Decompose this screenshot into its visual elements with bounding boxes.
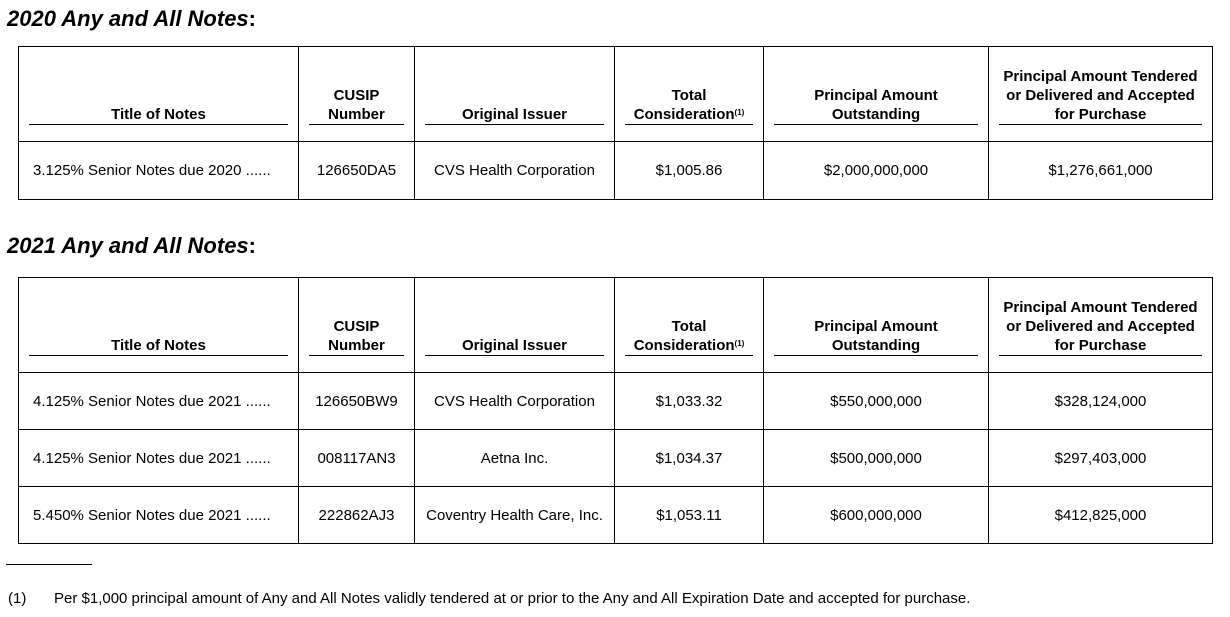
table-row — [19, 487, 1213, 544]
cell-outstanding: $600,000,000 — [764, 487, 989, 544]
cell-consideration: $1,005.86 — [615, 142, 764, 200]
column-header-consideration: Total Consideration$^{(1)}$ — [615, 278, 764, 373]
column-header-outstanding: Principal Amount Outstanding — [764, 278, 989, 373]
cell-accepted: $328,124,000 — [989, 373, 1213, 430]
column-header-accepted: Principal Amount Tendered or Delivered and Accepted for Purchase — [989, 47, 1213, 142]
column-header-issuer: Original Issuer — [415, 278, 615, 373]
cell-consideration: $1,034.37 — [615, 430, 764, 487]
table-header-row — [19, 278, 1213, 373]
cell-consideration: $1,033.32 — [615, 373, 764, 430]
table-row — [19, 373, 1213, 430]
cell-issuer: CVS Health Corporation — [415, 373, 615, 430]
footnote-text: Per $1,000 principal amount of Any and All Notes validly tendered at or prior to the Any and All Expiration Date and accepted for purchase. — [54, 590, 971, 607]
cell-accepted: $297,403,000 — [989, 430, 1213, 487]
column-header-cusip: CUSIP Number — [299, 278, 415, 373]
cell-issuer: Aetna Inc. — [415, 430, 615, 487]
footnote-divider — [6, 564, 92, 565]
cell-cusip: 126650BW9 — [299, 373, 415, 430]
column-header-accepted: Principal Amount Tendered or Delivered and Accepted for Purchase — [989, 278, 1213, 373]
column-header-title: Title of Notes — [19, 47, 299, 142]
section-heading-2021 — [7, 233, 256, 259]
cell-title: 4.125% Senior Notes due 2021 ...... — [19, 373, 299, 430]
table-header-row — [19, 47, 1213, 142]
cell-accepted: $1,276,661,000 — [989, 142, 1213, 200]
cell-outstanding: $500,000,000 — [764, 430, 989, 487]
cell-issuer: Coventry Health Care, Inc. — [415, 487, 615, 544]
column-header-title: Title of Notes — [19, 278, 299, 373]
footnote-mark: (1) — [734, 108, 745, 117]
cell-issuer: CVS Health Corporation — [415, 142, 615, 200]
table-row — [19, 430, 1213, 487]
notes-table-2020 — [18, 46, 1213, 200]
footnote — [8, 590, 970, 607]
column-header-outstanding: Principal Amount Outstanding — [764, 47, 989, 142]
cell-cusip: 126650DA5 — [299, 142, 415, 200]
column-header-issuer: Original Issuer — [415, 47, 615, 142]
cell-title: 3.125% Senior Notes due 2020 ...... — [19, 142, 299, 200]
cell-outstanding: $2,000,000,000 — [764, 142, 989, 200]
table-row — [19, 142, 1213, 200]
section-heading-2020 — [7, 6, 256, 32]
section-heading-colon: : — [248, 6, 256, 31]
section-heading-text: 2021 Any and All Notes — [7, 233, 249, 258]
section-heading-text: 2020 Any and All Notes — [7, 6, 249, 31]
column-header-cusip: CUSIP Number — [299, 47, 415, 142]
notes-table-2021 — [18, 277, 1213, 544]
cell-title: 5.450% Senior Notes due 2021 ...... — [19, 487, 299, 544]
footnote-number: (1) — [8, 590, 27, 607]
cell-cusip: 222862AJ3 — [299, 487, 415, 544]
cell-consideration: $1,053.11 — [615, 487, 764, 544]
column-header-consideration: Total Consideration$^{(1)}$ — [615, 47, 764, 142]
section-heading-colon: : — [248, 233, 256, 258]
cell-accepted: $412,825,000 — [989, 487, 1213, 544]
cell-outstanding: $550,000,000 — [764, 373, 989, 430]
cell-title: 4.125% Senior Notes due 2021 ...... — [19, 430, 299, 487]
footnote-mark: (1) — [734, 339, 745, 348]
cell-cusip: 008117AN3 — [299, 430, 415, 487]
